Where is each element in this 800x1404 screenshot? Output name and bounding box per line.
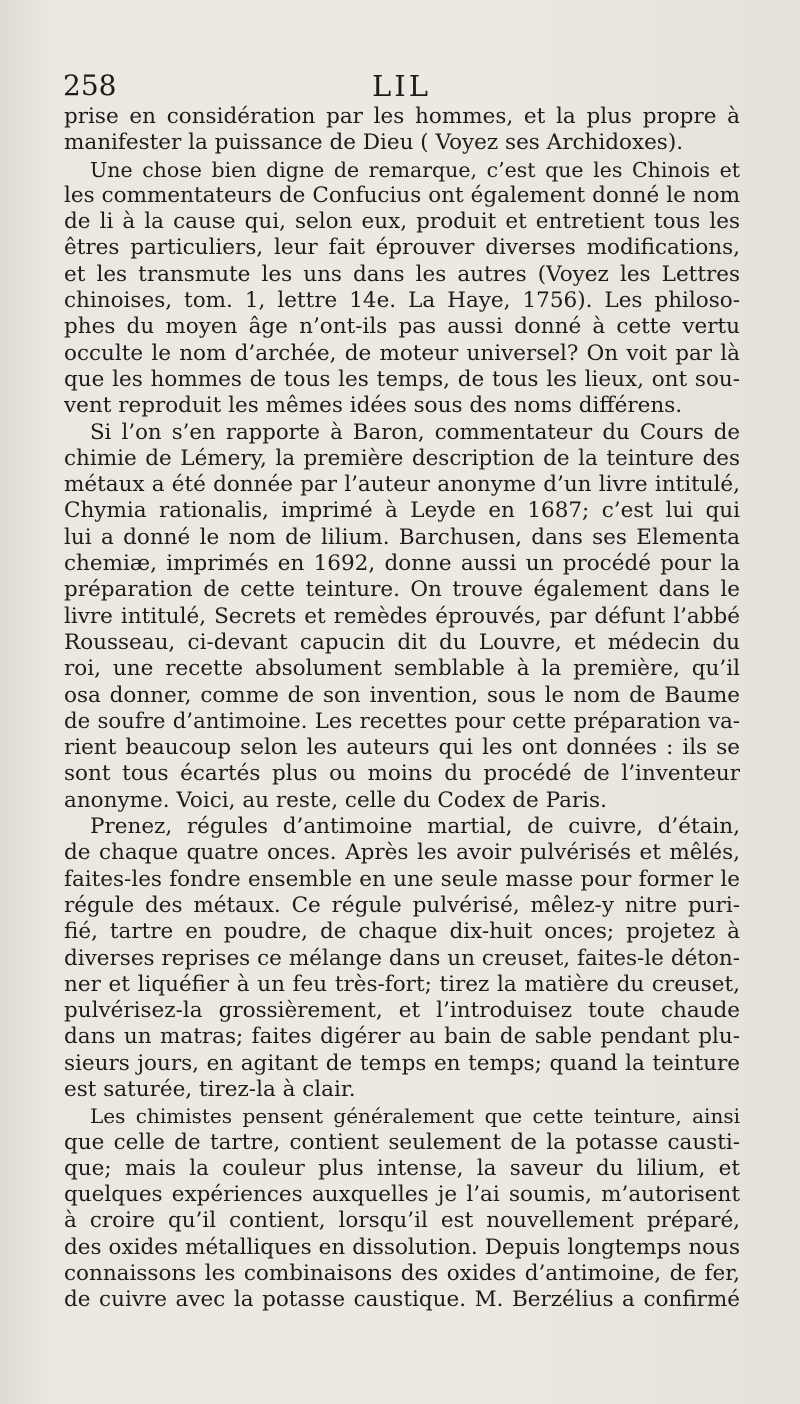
text-line: régule des métaux. Ce régule pulvérisé, mêlez-y nitre puri- <box>64 892 740 918</box>
body-text <box>64 104 740 1314</box>
text-line: et les transmute les uns dans les autres (Voyez les Lettres <box>64 261 740 287</box>
text-line: que; mais la couleur plus intense, la saveur du lilium, et <box>64 1155 740 1181</box>
text-line: manifester la puissance de Dieu ( Voyez ses Archidoxes). <box>64 130 684 156</box>
text-line: dans un matras; faites digérer au bain de sable pendant plu- <box>64 1024 740 1050</box>
text-line: roi, une recette absolument semblable à la première, qu’il <box>64 656 740 682</box>
text-line: les commentateurs de Confucius ont également donné le nom <box>64 182 740 208</box>
text-line: sieurs jours, en agitant de temps en temps; quand la teinture <box>64 1050 740 1076</box>
text-line: est saturée, tirez-la à clair. <box>64 1076 356 1102</box>
text-line: des oxides métalliques en dissolution. Depuis longtemps nous <box>64 1234 740 1260</box>
text-line: vent reproduit les mêmes idées sous des noms différens. <box>64 393 683 419</box>
text-line: métaux a été donnée par l’auteur anonyme d’un livre intitulé, <box>64 472 740 498</box>
text-line: chinoises, tom. 1, lettre 14e. La Haye, 1756). Les philoso- <box>64 288 740 314</box>
text-line: sont tous écartés plus ou moins du procédé de l’inventeur <box>64 761 740 787</box>
text-line: rient beaucoup selon les auteurs qui les ont données : ils se <box>64 735 740 761</box>
text-line: Les chimistes pensent généralement que cette teinture, ainsi <box>90 1104 740 1129</box>
text-line: fié, tartre en poudre, de chaque dix-huit onces; projetez à <box>64 919 740 945</box>
text-line: préparation de cette teinture. On trouve également dans le <box>64 577 740 603</box>
text-line: de chaque quatre onces. Après les avoir pulvérisés et mêlés, <box>64 840 740 866</box>
text-line: chemiæ, imprimés en 1692, donne aussi un procédé pour la <box>64 551 740 577</box>
text-line: de li à la cause qui, selon eux, produit et entretient tous les <box>64 209 740 235</box>
text-line: faites-les fondre ensemble en une seule masse pour former le <box>64 866 740 892</box>
running-head: LIL <box>372 69 431 103</box>
text-line: lui a donné le nom de lilium. Barchusen, dans ses Elementa <box>64 524 740 550</box>
text-line: anonyme. Voici, au reste, celle du Codex de Paris. <box>64 787 607 813</box>
text-line: osa donner, comme de son invention, sous le nom de Baume <box>64 682 740 708</box>
text-line: chimie de Lémery, la première description de la teinture des <box>64 445 740 471</box>
page-header <box>63 68 740 104</box>
text-line: Rousseau, ci-devant capucin dit du Louvre, et médecin du <box>64 629 740 655</box>
text-line: prise en considération par les hommes, et la plus propre à <box>64 104 740 129</box>
text-line: quelques expériences auxquelles je l’ai soumis, m’autorisent <box>64 1182 740 1208</box>
text-line: Si l’on s’en rapporte à Baron, commentateur du Cours de <box>90 419 740 445</box>
text-line: diverses reprises ce mélange dans un creuset, faites-le déton- <box>64 945 740 971</box>
text-line: pulvérisez-la grossièrement, et l’introduisez toute chaude <box>64 998 740 1024</box>
text-line: de cuivre avec la potasse caustique. M. Berzélius a confirmé <box>64 1287 740 1313</box>
text-line: connaissons les combinaisons des oxides d’antimoine, de fer, <box>64 1261 740 1287</box>
text-line: Une chose bien digne de remarque, c’est que les Chinois et <box>90 157 740 182</box>
text-line: Chymia rationalis, imprimé à Leyde en 1687; c’est lui qui <box>64 498 740 524</box>
text-line: Prenez, régules d’antimoine martial, de cuivre, d’étain, <box>90 814 740 840</box>
text-line: que les hommes de tous les temps, de tous les lieux, ont sou- <box>64 366 740 392</box>
text-line: ner et liquéfier à un feu très-fort; tirez la matière du creuset, <box>64 971 740 997</box>
text-line: êtres particuliers, leur fait éprouver diverses modifications, <box>64 235 740 261</box>
text-line: phes du moyen âge n’ont-ils pas aussi donné à cette vertu <box>64 314 740 340</box>
text-line: que celle de tartre, contient seulement de la potasse causti- <box>64 1129 740 1155</box>
page-number: 258 <box>63 69 117 102</box>
text-line: de soufre d’antimoine. Les recettes pour cette préparation va- <box>64 708 740 734</box>
text-line: livre intitulé, Secrets et remèdes éprouvés, par défunt l’abbé <box>64 603 740 629</box>
text-line: à croire qu’il contient, lorsqu’il est nouvellement préparé, <box>64 1208 740 1234</box>
text-line: occulte le nom d’archée, de moteur universel? On voit par là <box>64 340 740 366</box>
